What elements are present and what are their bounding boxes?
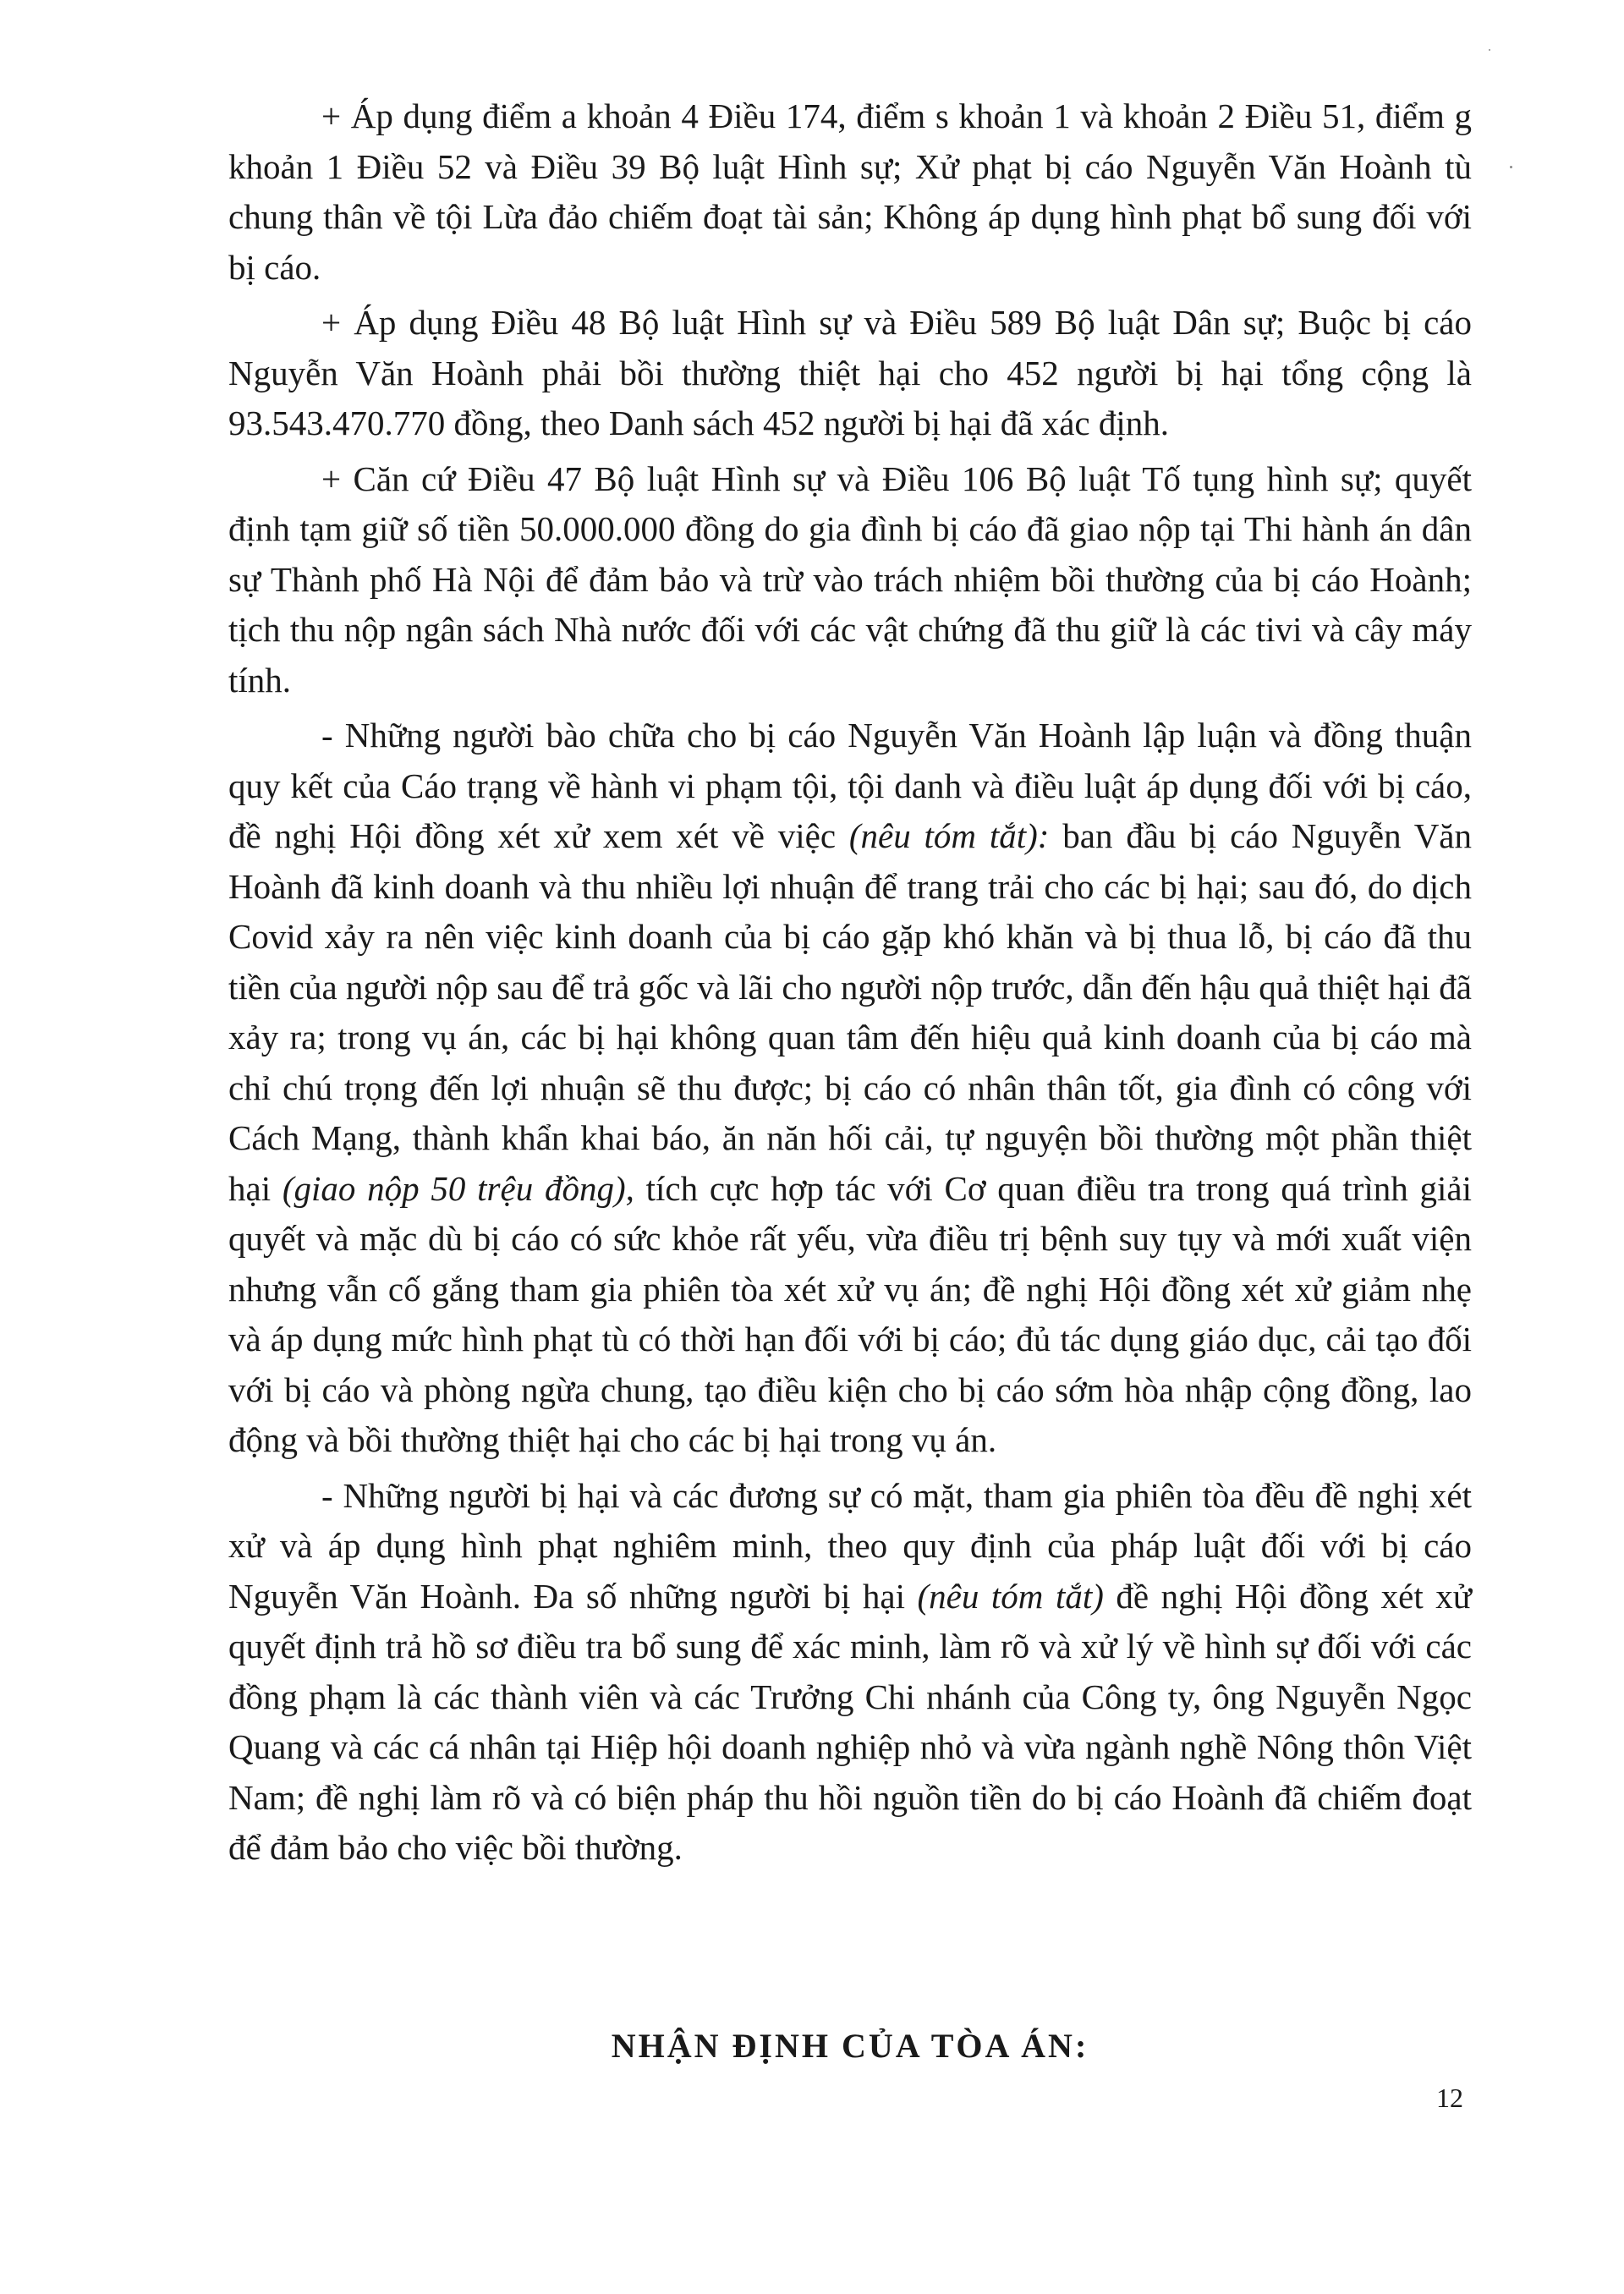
italic-note: (nêu tóm tắt) bbox=[917, 1576, 1104, 1616]
paragraph-text: + Áp dụng điểm a khoản 4 Điều 174, điểm s khoản 1 và khoản 2 Điều 51, điểm g khoản 1 Điều 52 và Điều 39 Bộ luật Hình sự; Xử phạt bị cáo Nguyễn Văn Hoành tù chung thân về tội Lừa đảo chiếm đoạt tài sản; Không áp dụng hình phạt bổ sung đối với bị cáo. bbox=[228, 96, 1472, 287]
section-heading: NHẬN ĐỊNH CỦA TÒA ÁN: bbox=[611, 2027, 1089, 2065]
italic-note: (giao nộp 50 trệu đồng), bbox=[282, 1168, 634, 1208]
paragraph-text: đề nghị Hội đồng xét xử quyết định trả hồ sơ điều tra bổ sung để xác minh, làm rõ và xử lý về hình sự đối với các đồng phạm là các thành viên và các Trưởng Chi nhánh của Công ty, ông Nguyễn Ngọc Quang và các cá nhân tại Hiệp hội doanh nghiệp nhỏ và vừa ngành nghề Nông thôn Việt Nam; đề nghị làm rõ và có biện pháp thu hồi nguồn tiền do bị cáo Hoành đã chiếm đoạt để đảm bảo cho việc bồi thường. bbox=[228, 1576, 1472, 1867]
paragraph-text: + Áp dụng Điều 48 Bộ luật Hình sự và Điều 589 Bộ luật Dân sự; Buộc bị cáo Nguyễn Văn Hoành phải bồi thường thiệt hại cho 452 người bị hại tổng cộng là 93.543.470.770 đồng, theo Danh sách 452 người bị hại đã xác định. bbox=[228, 303, 1472, 442]
paragraph-text: tích cực hợp tác với Cơ quan điều tra trong quá trình giải quyết và mặc dù bị cáo có sức khỏe rất yếu, vừa điều trị bệnh suy tụy và mới xuất viện nhưng vẫn cố gắng tham gia phiên tòa xét xử vụ án; đề nghị Hội đồng xét xử giảm nhẹ và áp dụng mức hình phạt tù có thời hạn đối với bị cáo; đủ tác dụng giáo dục, cải tạo đối với bị cáo và phòng ngừa chung, tạo điều kiện cho bị cáo sớm hòa nhập cộng đồng, lao động và bồi thường thiệt hại cho các bị hại trong vụ án. bbox=[228, 1168, 1472, 1459]
page-number: 12 bbox=[1436, 2083, 1463, 2113]
paragraph-sentence-life-imprisonment bbox=[228, 91, 1472, 293]
document-body bbox=[228, 91, 1472, 1874]
paragraph-text: - Những người bị hại và các đương sự có mặt, tham gia phiên tòa đều đề nghị xét xử và áp dụng hình phạt nghiêm minh, theo quy định của pháp luật đối với bị cáo Nguyễn Văn Hoành. Đa số những người bị hại bbox=[228, 1475, 1472, 1616]
paragraph-compensation bbox=[228, 298, 1472, 449]
paragraph-text: - Những người bào chữa cho bị cáo Nguyễn Văn Hoành lập luận và đồng thuận quy kết của Cáo trạng về hành vi phạm tội, tội danh và điều luật áp dụng đối với bị cáo, đề nghị Hội đồng xét xử xem xét về việc bbox=[228, 716, 1472, 855]
paragraph-defense-counsel bbox=[228, 711, 1472, 1466]
scan-speck bbox=[1489, 49, 1490, 51]
paragraph-text: ban đầu bị cáo Nguyễn Văn Hoành đã kinh doanh và thu nhiều lợi nhuận để trang trải cho các bị hại; sau đó, do dịch Covid xảy ra nên việc kinh doanh của bị cáo gặp khó khăn và bị thua lỗ, bị cáo đã thu tiền của người nộp sau để trả gốc và lãi cho người nộp trước, dẫn đến hậu quả thiệt hại đã xảy ra; trong vụ án, các bị hại không quan tâm đến hiệu quả kinh doanh của bị cáo mà chỉ chú trọng đến lợi nhuận sẽ thu được; bị cáo có nhân thân tốt, gia đình có công với Cách Mạng, thành khẩn khai báo, ăn năn hối cải, tự nguyện bồi thường một phần thiệt hại bbox=[228, 816, 1472, 1208]
paragraph-text: + Căn cứ Điều 47 Bộ luật Hình sự và Điều 106 Bộ luật Tố tụng hình sự; quyết định tạm giữ số tiền 50.000.000 đồng do gia đình bị cáo đã giao nộp tại Thi hành án dân sự Thành phố Hà Nội để đảm bảo và trừ vào trách nhiệm bồi thường của bị cáo Hoành; tịch thu nộp ngân sách Nhà nước đối với các vật chứng đã thu giữ là các tivi và cây máy tính. bbox=[228, 458, 1472, 700]
paragraph-victims-request bbox=[228, 1471, 1472, 1874]
paragraph-temporary-seizure bbox=[228, 454, 1472, 706]
scan-speck bbox=[1510, 166, 1512, 168]
italic-note: (nêu tóm tắt): bbox=[848, 816, 1050, 855]
